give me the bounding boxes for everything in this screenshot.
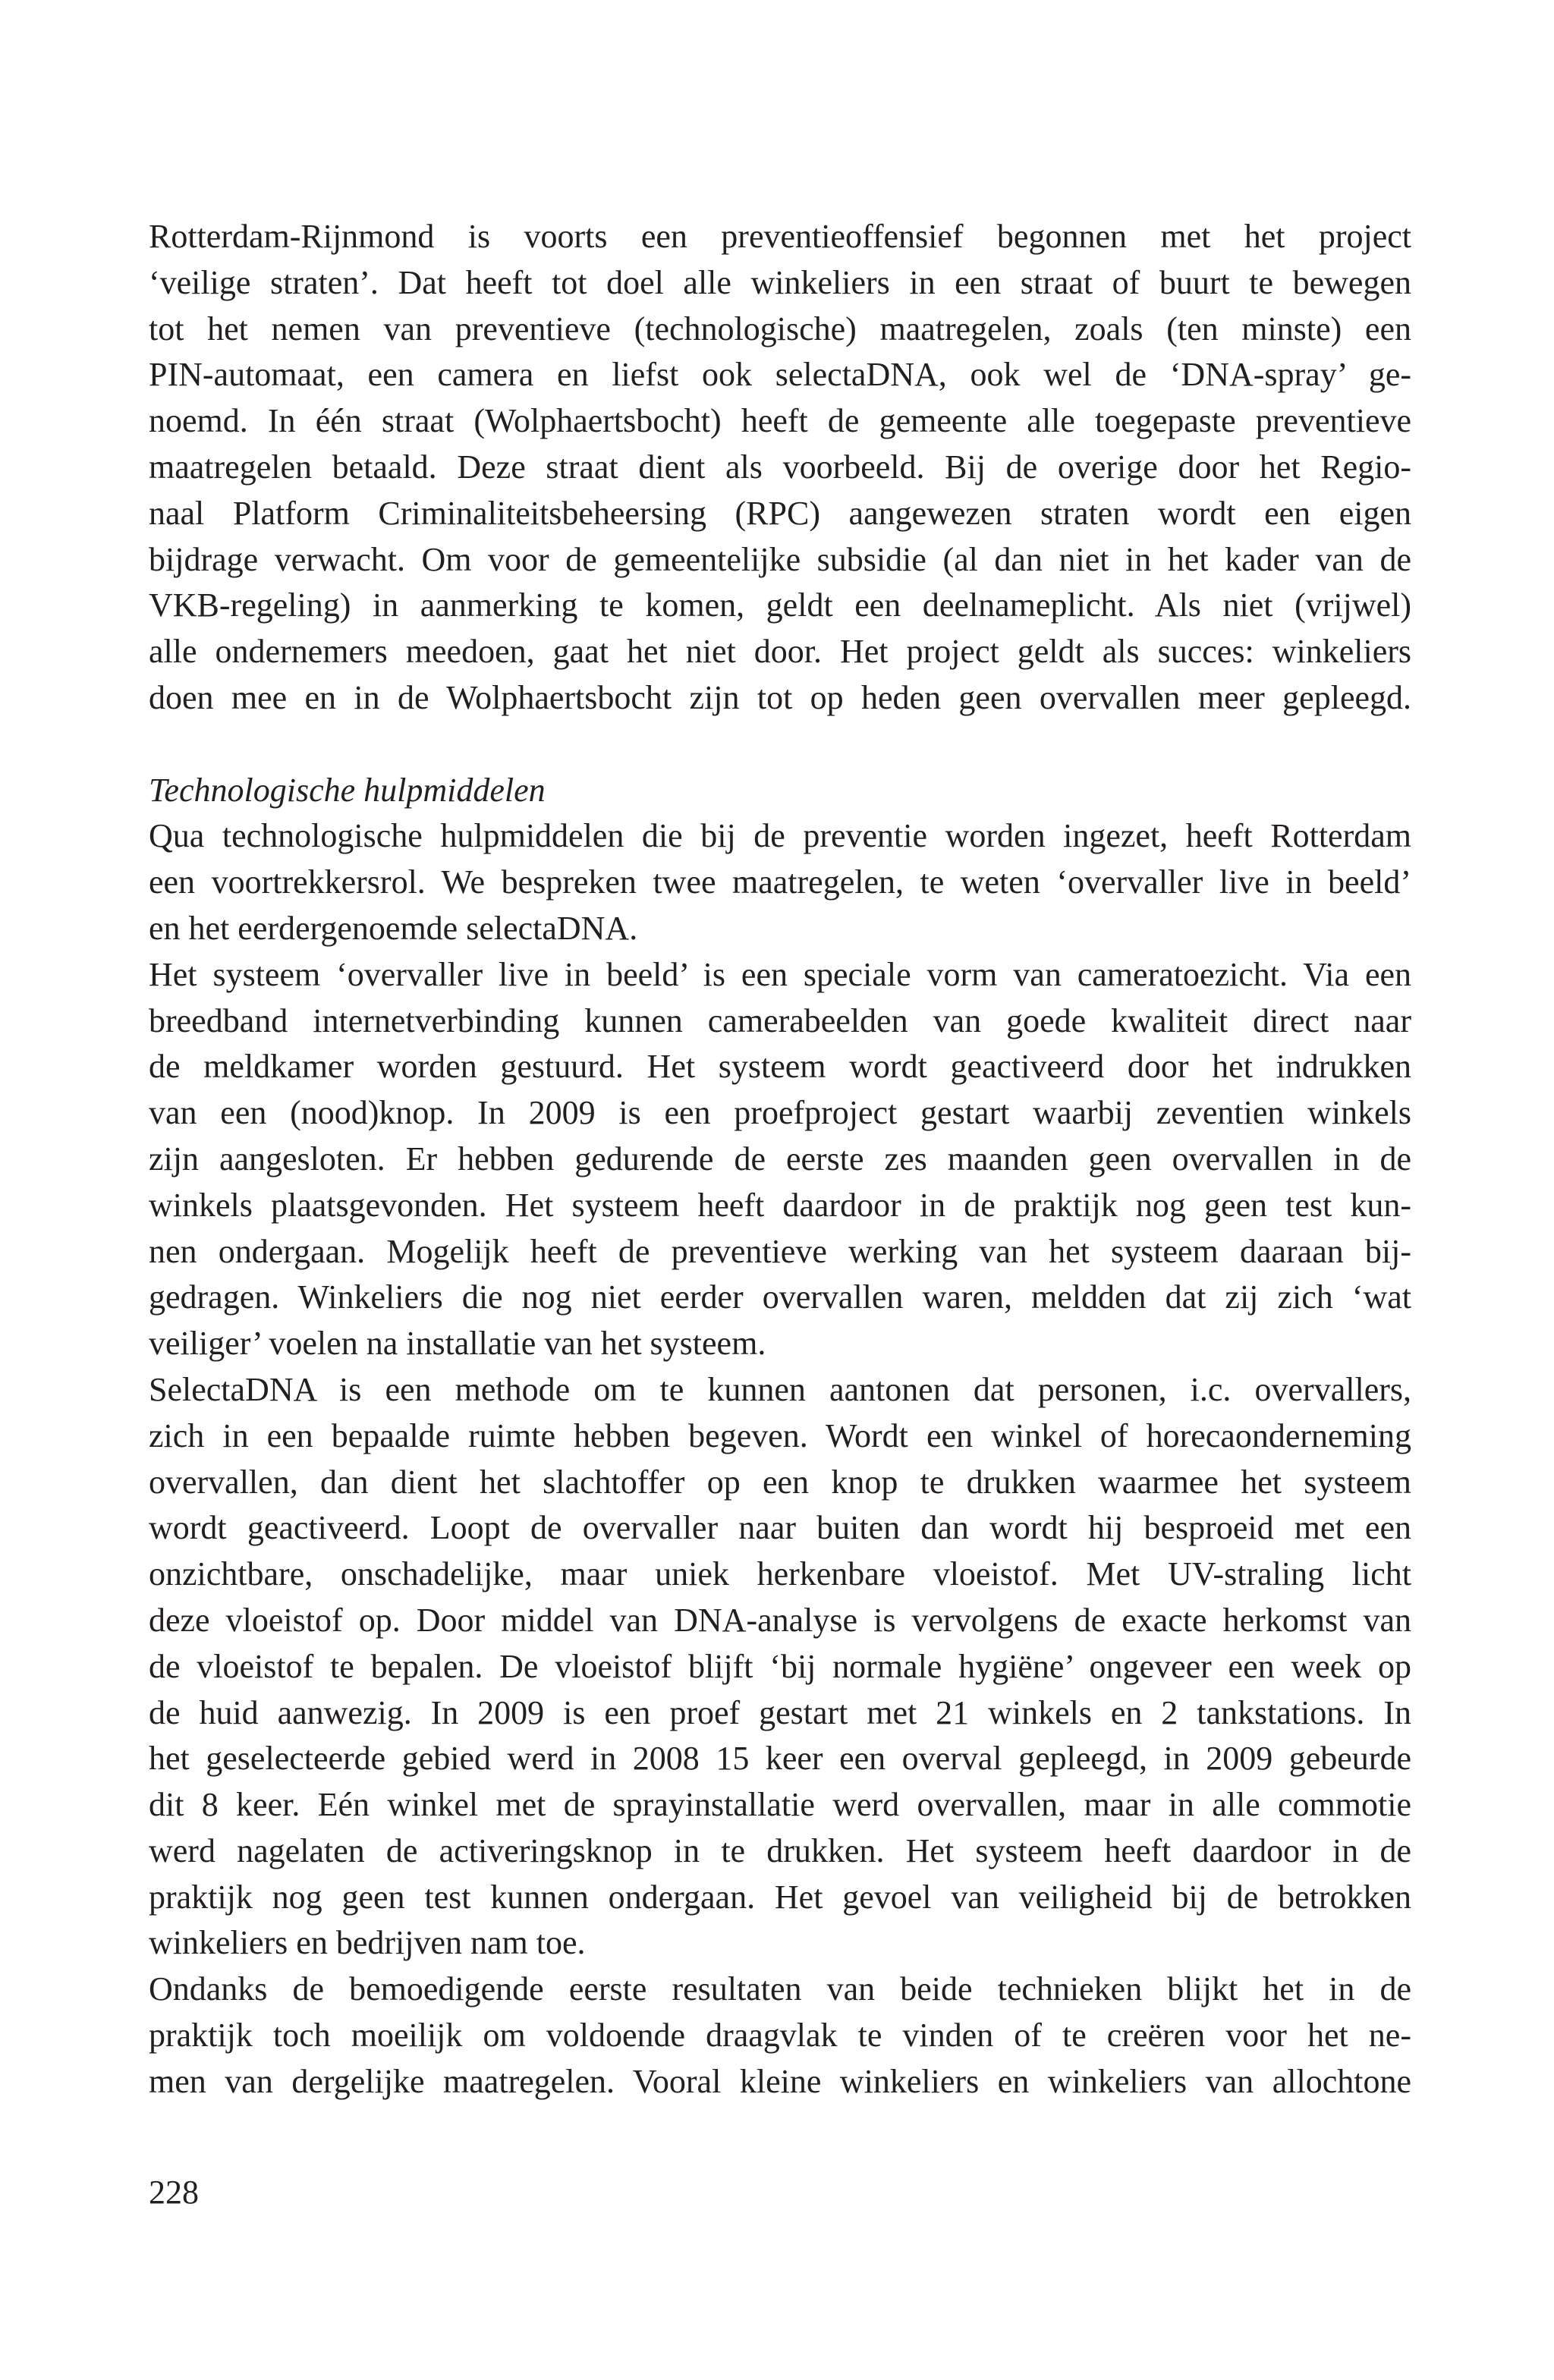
text-line: praktijk toch moeilijk om voldoende draagvlak te vinden of te creëren voor het ne- — [149, 2017, 1411, 2055]
text-line: de vloeistof te bepalen. De vloeistof blijft ‘bij normale hygiëne’ ongeveer een week op — [149, 1647, 1411, 1685]
text-line: overvallen, dan dient het slachtoffer op een knop te drukken waarmee het systeem — [149, 1463, 1411, 1501]
text-line: men van dergelijke maatregelen. Vooral kleine winkeliers en winkeliers van allochtone — [149, 2062, 1411, 2100]
text-line: breedband internetverbinding kunnen camerabeelden van goede kwaliteit direct naar — [149, 1001, 1411, 1039]
text-line: de meldkamer worden gestuurd. Het systeem wordt geactiveerd door het indrukken — [149, 1048, 1411, 1086]
text-line: tot het nemen van preventieve (technologische) maatregelen, zoals (ten minste) een — [149, 310, 1411, 347]
text-line: SelectaDNA is een methode om te kunnen aantonen dat personen, i.c. overvallers, — [149, 1370, 1411, 1408]
text-line: van een (nood)knop. In 2009 is een proefproject gestart waarbij zeventien winkels — [149, 1094, 1411, 1132]
text-line: winkeliers en bedrijven nam toe. — [149, 1924, 586, 1962]
text-line: deze vloeistof op. Door middel van DNA-analyse is vervolgens de exacte herkomst van — [149, 1601, 1411, 1639]
text-line: maatregelen betaald. Deze straat dient als voorbeeld. Bij de overige door het Regio- — [149, 448, 1411, 486]
text-line: zich in een bepaalde ruimte hebben begeven. Wordt een winkel of horecaonderneming — [149, 1416, 1411, 1454]
text-line: doen mee en in de Wolphaertsbocht zijn tot op heden geen overvallen meer gepleegd. — [149, 678, 1411, 716]
paragraph-live-in-beeld — [149, 952, 1411, 1367]
text-line: dit 8 keer. Eén winkel met de sprayinstallatie werd overvallen, maar in alle commotie — [149, 1786, 1411, 1824]
text-line: onzichtbare, onschadelijke, maar uniek herkenbare vloeistof. Met UV-straling licht — [149, 1555, 1411, 1593]
text-line: wordt geactiveerd. Loopt de overvaller naar buiten dan wordt hij besproeid met een — [149, 1509, 1411, 1547]
text-line: zijn aangesloten. Er hebben gedurende de eerste zes maanden geen overvallen in de — [149, 1140, 1411, 1177]
text-line: Het systeem ‘overvaller live in beeld’ is een speciale vorm van cameratoezicht. Via een — [149, 955, 1411, 993]
text-line: ‘veilige straten’. Dat heeft tot doel alle winkeliers in een straat of buurt te bewegen — [149, 263, 1411, 301]
text-line: nen ondergaan. Mogelijk heeft de preventieve werking van het systeem daaraan bij- — [149, 1232, 1411, 1270]
text-line: Ondanks de bemoedigende eerste resultaten van beide technieken blijkt het in de — [149, 1970, 1411, 2008]
text-line: praktijk nog geen test kunnen ondergaan. Het gevoel van veiligheid bij de betrokken — [149, 1878, 1411, 1916]
paragraph-closing — [149, 1967, 1411, 2105]
text-line: de huid aanwezig. In 2009 is een proef gestart met 21 winkels en 2 tankstations. In — [149, 1693, 1411, 1731]
text-line: VKB-regeling) in aanmerking te komen, geldt een deelnameplicht. Als niet (vrijwel) — [149, 586, 1411, 624]
page-number: 228 — [149, 2174, 199, 2211]
text-line: winkels plaatsgevonden. Het systeem heeft daardoor in de praktijk nog geen test kun- — [149, 1186, 1411, 1224]
text-line: noemd. In één straat (Wolphaertsbocht) heeft de gemeente alle toegepaste preventieve — [149, 402, 1411, 440]
text-line: alle ondernemers meedoen, gaat het niet door. Het project geldt als succes: winkeliers — [149, 633, 1411, 671]
section-heading: Technologische hulpmiddelen — [149, 771, 546, 809]
text-line: een voortrekkersrol. We bespreken twee maatregelen, te weten ‘overvaller live in beeld’ — [149, 863, 1411, 901]
text-line: veiliger’ voelen na installatie van het systeem. — [149, 1325, 766, 1363]
paragraph-intro — [149, 214, 1411, 722]
text-line: het geselecteerde gebied werd in 2008 15 keer een overval gepleegd, in 2009 gebeurde — [149, 1740, 1411, 1778]
text-line: Rotterdam-Rijnmond is voorts een preventieoffensief begonnen met het project — [149, 218, 1411, 255]
text-line: werd nagelaten de activeringsknop in te drukken. Het systeem heeft daardoor in de — [149, 1831, 1411, 1869]
text-line: naal Platform Criminaliteitsbeheersing (RPC) aangewezen straten wordt een eigen — [149, 494, 1411, 532]
text-line: Qua technologische hulpmiddelen die bij de preventie worden ingezet, heeft Rotterdam — [149, 817, 1411, 855]
text-line: en het eerdergenoemde selectaDNA. — [149, 909, 638, 947]
page-body — [149, 214, 1411, 2105]
paragraph-technology — [149, 813, 1411, 951]
text-line: PIN-automaat, een camera en liefst ook selectaDNA, ook wel de ‘DNA-spray’ ge- — [149, 356, 1411, 394]
paragraph-selectadna — [149, 1367, 1411, 1967]
text-line: bijdrage verwacht. Om voor de gemeentelijke subsidie (al dan niet in het kader van de — [149, 540, 1411, 578]
text-line: gedragen. Winkeliers die nog niet eerder overvallen waren, meldden dat zij zich ‘wat — [149, 1278, 1411, 1316]
paragraph-spacer — [149, 722, 1411, 768]
